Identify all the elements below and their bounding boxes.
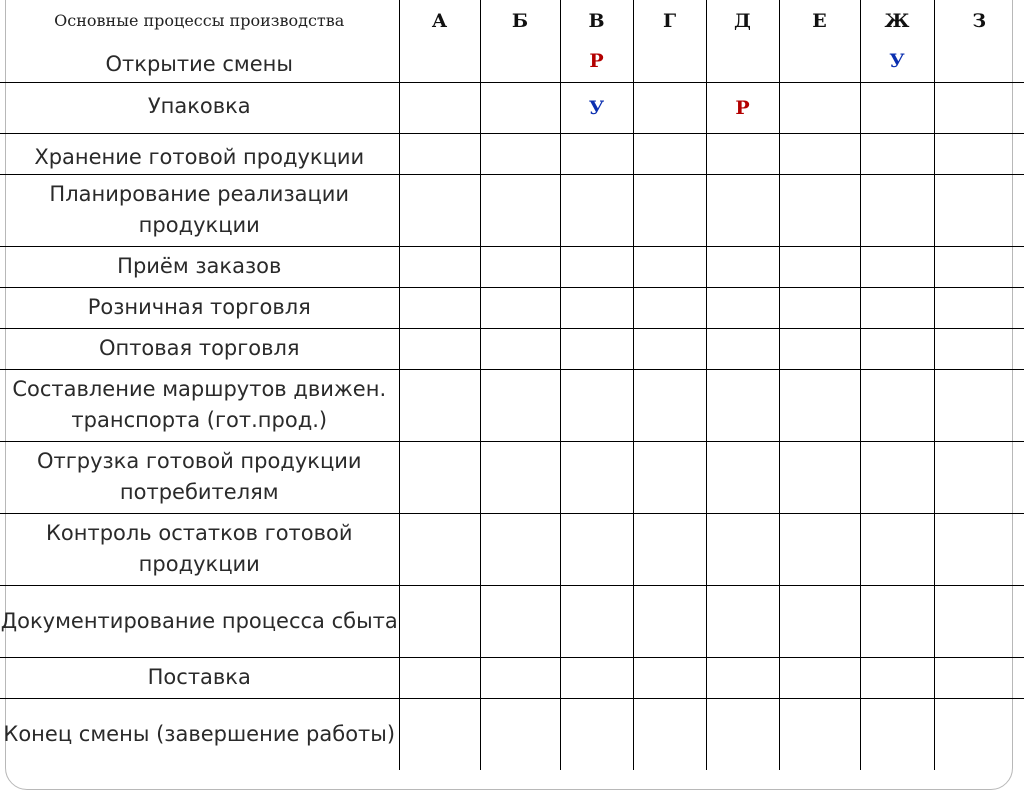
process-name: Контроль остатков готовой продукции <box>0 513 399 585</box>
matrix-cell: Р <box>706 82 779 133</box>
matrix-cell <box>934 82 1024 133</box>
table-row <box>0 585 1024 657</box>
matrix-cell <box>480 585 560 657</box>
matrix-cell <box>633 513 706 585</box>
column-header: Е <box>779 0 860 41</box>
table-row <box>0 328 1024 369</box>
matrix-cell <box>560 441 633 513</box>
column-header: Б <box>480 0 560 41</box>
matrix-cell <box>860 287 934 328</box>
process-name: Розничная торговля <box>0 287 399 328</box>
table-row <box>0 174 1024 246</box>
table-row <box>0 287 1024 328</box>
matrix-cell <box>779 328 860 369</box>
matrix-cell <box>633 287 706 328</box>
matrix-cell <box>633 585 706 657</box>
matrix-cell <box>779 441 860 513</box>
process-name: Оптовая торговля <box>0 328 399 369</box>
column-header: А <box>399 0 480 41</box>
matrix-cell <box>399 82 480 133</box>
matrix-cell <box>706 41 779 82</box>
matrix-cell <box>633 133 706 174</box>
matrix-cell <box>860 698 934 770</box>
matrix-cell <box>934 287 1024 328</box>
column-header: В <box>560 0 633 41</box>
matrix-cell <box>480 174 560 246</box>
matrix-cell <box>399 657 480 698</box>
process-name: Приём заказов <box>0 246 399 287</box>
matrix-cell <box>860 174 934 246</box>
matrix-cell <box>860 441 934 513</box>
matrix-cell <box>779 174 860 246</box>
matrix-cell <box>480 657 560 698</box>
table-row <box>0 246 1024 287</box>
matrix-cell <box>706 133 779 174</box>
matrix-cell <box>560 246 633 287</box>
matrix-cell <box>706 328 779 369</box>
matrix-cell <box>779 657 860 698</box>
matrix-cell <box>480 513 560 585</box>
table-row <box>0 369 1024 441</box>
matrix-cell <box>934 41 1024 82</box>
matrix-cell <box>560 174 633 246</box>
matrix-cell <box>706 698 779 770</box>
matrix-cell: У <box>860 41 934 82</box>
matrix-cell <box>860 657 934 698</box>
matrix-cell <box>560 585 633 657</box>
matrix-cell <box>706 287 779 328</box>
matrix-cell <box>633 369 706 441</box>
matrix-cell <box>934 513 1024 585</box>
matrix-cell <box>934 441 1024 513</box>
matrix-cell <box>560 657 633 698</box>
matrix-cell <box>779 698 860 770</box>
matrix-cell <box>779 585 860 657</box>
table-row <box>0 657 1024 698</box>
matrix-cell <box>934 174 1024 246</box>
column-header: Ж <box>860 0 934 41</box>
matrix-cell <box>860 82 934 133</box>
process-name: Упаковка <box>0 82 399 133</box>
matrix-cell <box>560 369 633 441</box>
matrix-cell <box>560 698 633 770</box>
matrix-cell <box>779 287 860 328</box>
table-row <box>0 133 1024 174</box>
column-header: Г <box>633 0 706 41</box>
matrix-cell <box>399 369 480 441</box>
process-name: Хранение готовой продукции <box>0 133 399 174</box>
matrix-cell <box>399 41 480 82</box>
matrix-cell <box>560 328 633 369</box>
matrix-cell <box>399 246 480 287</box>
matrix-cell: Р <box>560 41 633 82</box>
matrix-cell <box>860 328 934 369</box>
matrix-cell <box>399 513 480 585</box>
matrix-cell <box>934 133 1024 174</box>
matrix-cell <box>779 41 860 82</box>
matrix-cell <box>633 698 706 770</box>
matrix-cell <box>560 513 633 585</box>
matrix-cell <box>480 133 560 174</box>
matrix-cell <box>779 513 860 585</box>
process-name: Конец смены (завершение работы) <box>0 698 399 770</box>
table-row <box>0 698 1024 770</box>
matrix-cell <box>633 174 706 246</box>
matrix-cell <box>633 246 706 287</box>
matrix-cell <box>860 369 934 441</box>
matrix-cell <box>480 82 560 133</box>
matrix-cell <box>706 369 779 441</box>
matrix-cell <box>399 287 480 328</box>
matrix-cell <box>560 287 633 328</box>
matrix-cell <box>934 657 1024 698</box>
process-name: Составление маршрутов движен. транспорта (гот.прод.) <box>0 369 399 441</box>
matrix-cell <box>860 246 934 287</box>
matrix-cell <box>399 441 480 513</box>
table-row <box>0 82 1024 133</box>
matrix-cell <box>480 41 560 82</box>
matrix-cell <box>706 441 779 513</box>
matrix-cell <box>860 133 934 174</box>
matrix-cell <box>633 441 706 513</box>
matrix-cell <box>480 328 560 369</box>
matrix-cell <box>633 657 706 698</box>
process-column-header: Основные процессы производства <box>0 0 399 41</box>
matrix-cell: У <box>560 82 633 133</box>
matrix-cell <box>633 41 706 82</box>
table-row <box>0 41 1024 82</box>
matrix-cell <box>706 246 779 287</box>
matrix-cell <box>779 82 860 133</box>
table-row <box>0 441 1024 513</box>
matrix-cell <box>706 585 779 657</box>
matrix-cell <box>706 174 779 246</box>
matrix-cell <box>480 441 560 513</box>
matrix-cell <box>934 328 1024 369</box>
process-rows <box>0 41 1024 770</box>
matrix-cell <box>633 328 706 369</box>
table-row <box>0 513 1024 585</box>
matrix-cell <box>633 82 706 133</box>
matrix-cell <box>934 246 1024 287</box>
matrix-cell <box>399 698 480 770</box>
column-header: Д <box>706 0 779 41</box>
matrix-cell <box>399 585 480 657</box>
matrix-cell <box>860 585 934 657</box>
process-name: Планирование реализации продукции <box>0 174 399 246</box>
process-name: Поставка <box>0 657 399 698</box>
matrix-cell <box>706 657 779 698</box>
process-name: Отгрузка готовой продукции потребителям <box>0 441 399 513</box>
process-name: Документирование процесса сбыта <box>0 585 399 657</box>
matrix-cell <box>934 698 1024 770</box>
column-header: З <box>934 0 1024 41</box>
matrix-cell <box>779 246 860 287</box>
matrix-cell <box>934 369 1024 441</box>
matrix-cell <box>399 328 480 369</box>
process-name: Открытие смены <box>0 41 399 82</box>
matrix-cell <box>934 585 1024 657</box>
matrix-cell <box>399 133 480 174</box>
matrix-cell <box>860 513 934 585</box>
matrix-cell <box>779 369 860 441</box>
matrix-cell <box>399 174 480 246</box>
matrix-cell <box>480 246 560 287</box>
matrix-cell <box>779 133 860 174</box>
header-row <box>0 0 1024 41</box>
matrix-cell <box>480 369 560 441</box>
matrix-cell <box>560 133 633 174</box>
matrix-cell <box>706 513 779 585</box>
matrix-cell <box>480 698 560 770</box>
matrix-cell <box>480 287 560 328</box>
